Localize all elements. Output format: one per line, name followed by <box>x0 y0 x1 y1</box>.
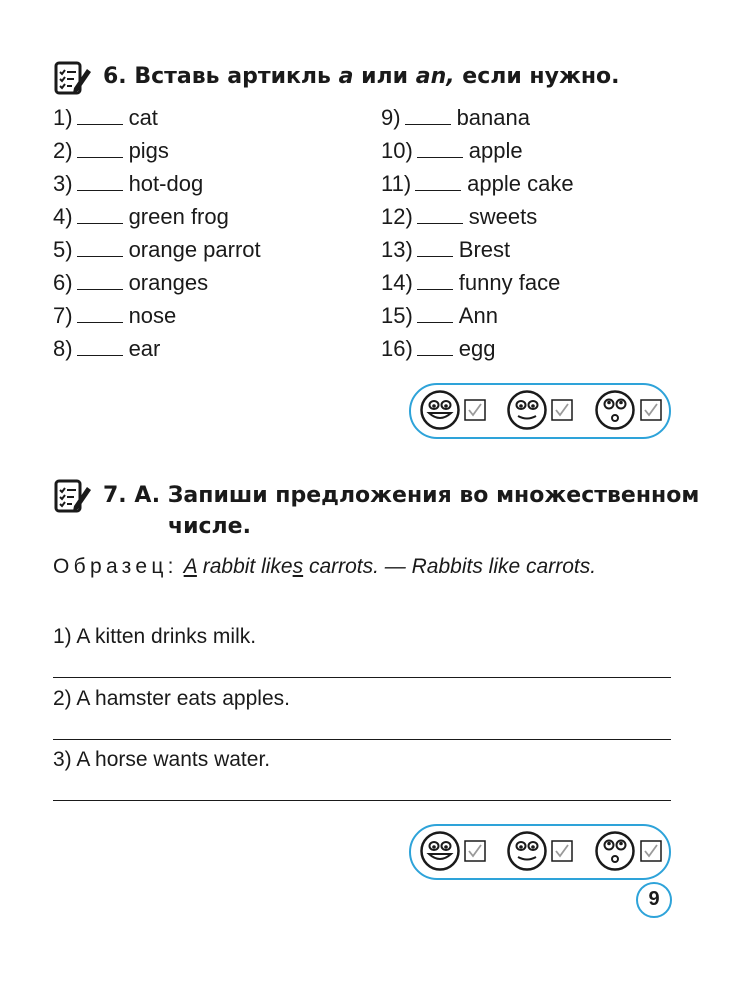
list-item: 12) sweets <box>381 204 538 229</box>
answer-blank[interactable] <box>417 205 463 224</box>
worried-face-icon[interactable] <box>594 389 636 431</box>
list-item: 5) orange parrot <box>53 237 261 262</box>
self-assessment-panel <box>409 383 671 439</box>
answer-blank[interactable] <box>77 205 123 224</box>
list-item: 11) apple cake <box>381 171 574 196</box>
answer-blank[interactable] <box>417 304 453 323</box>
answer-blank[interactable] <box>77 238 123 257</box>
checkbox-icon[interactable] <box>640 399 662 421</box>
answer-line-1[interactable] <box>53 677 671 678</box>
list-item: 2) pigs <box>53 138 169 163</box>
checkbox-icon[interactable] <box>551 399 573 421</box>
list-item: 14) funny face <box>381 270 561 295</box>
list-item: 1) cat <box>53 105 158 130</box>
smiling-face-icon[interactable] <box>419 830 461 872</box>
smiling-face-icon[interactable] <box>419 389 461 431</box>
list-item: 4) green frog <box>53 204 229 229</box>
answer-blank[interactable] <box>77 304 123 323</box>
answer-blank[interactable] <box>415 172 461 191</box>
checklist-pencil-icon <box>52 58 92 98</box>
neutral-face-icon[interactable] <box>506 830 548 872</box>
answer-blank[interactable] <box>77 106 123 125</box>
sample-sentence: Образец: A rabbit likes carrots. — Rabbits like carrots. <box>53 555 597 578</box>
task7-title: 7. A. Запиши предложения во множественном <box>103 483 700 508</box>
list-item: 10) apple <box>381 138 523 163</box>
sentence-3: 3) A horse wants water. <box>53 748 271 771</box>
list-item: 8) ear <box>53 336 161 361</box>
checkbox-icon[interactable] <box>464 840 486 862</box>
list-item: 7) nose <box>53 303 177 328</box>
task6-title: 6. Вставь артикль a или an, если нужно. <box>103 64 620 89</box>
answer-blank[interactable] <box>417 271 453 290</box>
answer-blank[interactable] <box>405 106 451 125</box>
checklist-pencil-icon <box>52 476 92 516</box>
checkbox-icon[interactable] <box>551 840 573 862</box>
list-item: 16) egg <box>381 336 496 361</box>
task7-title-line2: числе. <box>168 514 251 539</box>
answer-line-3[interactable] <box>53 800 671 801</box>
answer-blank[interactable] <box>77 139 123 158</box>
answer-line-2[interactable] <box>53 739 671 740</box>
answer-blank[interactable] <box>417 238 453 257</box>
answer-blank[interactable] <box>77 271 123 290</box>
sentence-1: 1) A kitten drinks milk. <box>53 625 257 648</box>
answer-blank[interactable] <box>417 337 453 356</box>
list-item: 9) banana <box>381 105 530 130</box>
list-item: 13) Brest <box>381 237 511 262</box>
sentence-2: 2) A hamster eats apples. <box>53 687 290 710</box>
checkbox-icon[interactable] <box>640 840 662 862</box>
answer-blank[interactable] <box>77 337 123 356</box>
list-item: 15) Ann <box>381 303 498 328</box>
answer-blank[interactable] <box>417 139 463 158</box>
self-assessment-panel <box>409 824 671 880</box>
answer-blank[interactable] <box>77 172 123 191</box>
page-number: 9 <box>636 882 672 918</box>
neutral-face-icon[interactable] <box>506 389 548 431</box>
worried-face-icon[interactable] <box>594 830 636 872</box>
list-item: 3) hot-dog <box>53 171 204 196</box>
checkbox-icon[interactable] <box>464 399 486 421</box>
list-item: 6) oranges <box>53 270 209 295</box>
